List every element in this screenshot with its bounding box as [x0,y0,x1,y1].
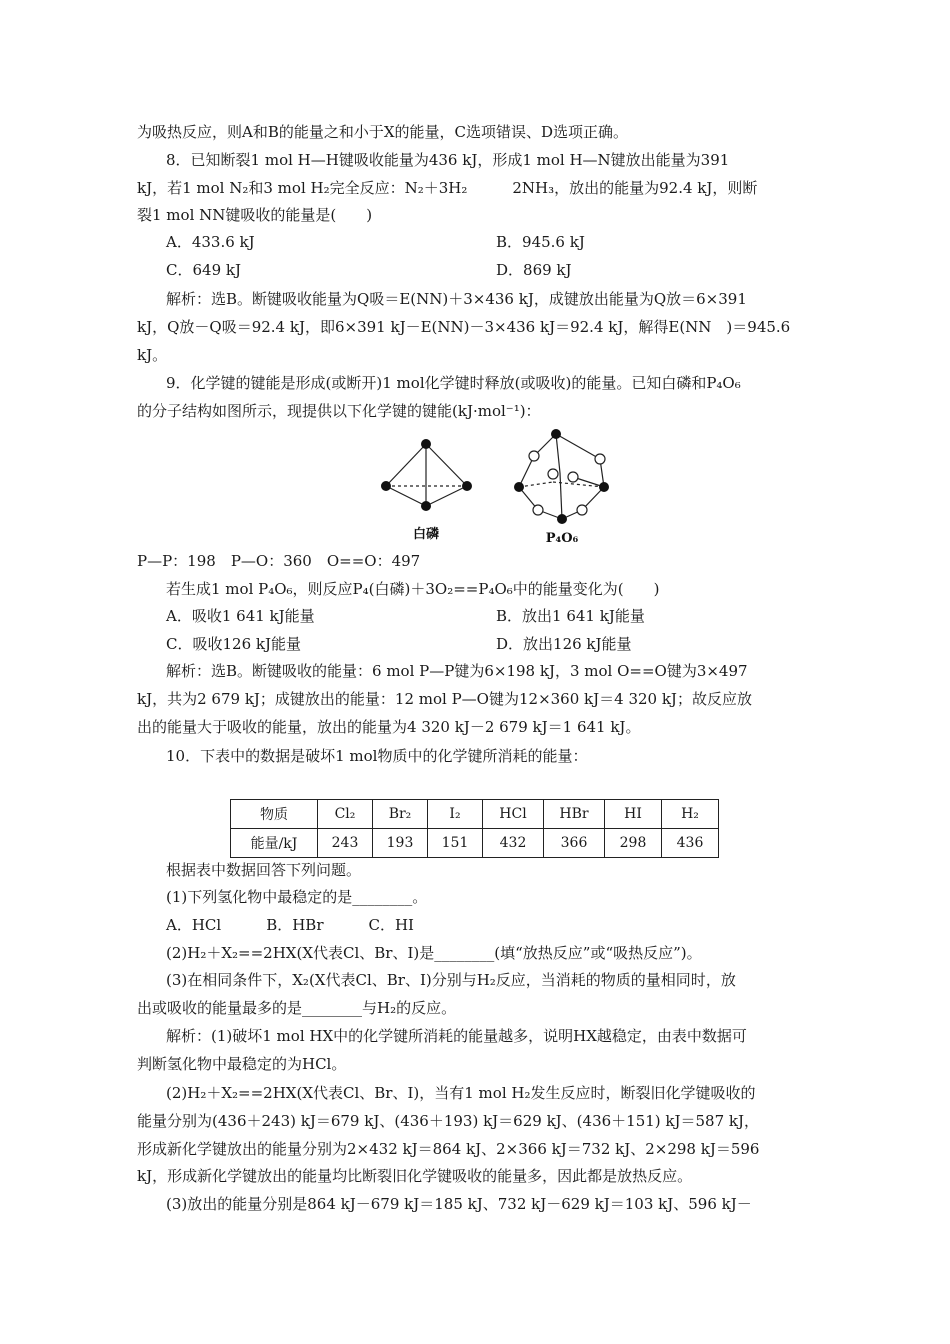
table-cell: 243 [318,829,373,858]
table-cell: 298 [605,829,662,858]
option-b: B．945.6 kJ [496,233,585,251]
question-9-line: 9．化学键的键能是形成(或断开)1 mol化学键时释放(或吸收)的能量。已知白磷和P₄O₆ [166,374,741,392]
p-atom [462,481,472,491]
answer-10-line: 解析：(1)破坏1 mol HX中的化学键所消耗的能量越多，说明HX越稳定，由表中数据可 [166,1027,747,1045]
answer-8-line: kJ，Q放－Q吸＝92.4 kJ，即6×391 kJ－E(NN)－3×436 kJ＝92.4 kJ，解得E(NN )＝945.6 [137,318,791,336]
table-cell: 432 [483,829,544,858]
table-cell: 151 [428,829,483,858]
table-cell: 193 [373,829,428,858]
answer-10-line: kJ，形成新化学键放出的能量均比断裂旧化学键吸收的能量多，因此都是放热反应。 [137,1167,693,1185]
p-atom [421,439,431,449]
molecule-figure [370,424,630,554]
option-b: B．放出1 641 kJ能量 [496,607,645,625]
question-9-line: 的分子结构如图所示，现提供以下化学键的键能(kJ·mol⁻¹)： [137,402,541,420]
question-10-line: 10．下表中的数据是破坏1 mol物质中的化学键所消耗的能量： [166,747,588,765]
answer-9-line: kJ，共为2 679 kJ；成键放出的能量：12 mol P—O键为12×360 kJ＝4 320 kJ；故反应放 [137,690,752,708]
option-c: C．649 kJ [166,261,241,279]
o-atom [595,454,605,464]
question-8-line: 裂1 mol NN键吸收的能量是( ) [137,206,373,224]
table-header: HBr [544,800,605,829]
table-row [231,829,719,858]
p-atom [551,429,561,439]
p-atom [514,482,524,492]
bond-energies: P—P：198 P—O：360 O==O：497 [137,552,421,570]
option-a: A．433.6 kJ [166,233,255,251]
answer-10-line: 能量分别为(436＋243) kJ＝679 kJ、(436＋193) kJ＝629 kJ、(436＋151) kJ＝587 kJ， [137,1112,760,1130]
table-header: 物质 [231,800,318,829]
question-10-line: (2)H₂＋X₂==2HX(X代表Cl、Br、I)是________(填“放热反应”或“吸热反应”)。 [166,944,702,962]
question-10-line: (3)在相同条件下，X₂(X代表Cl、Br、I)分别与H₂反应，当消耗的物质的量相同时，放 [166,971,736,989]
p4o6-label: P₄O₆ [545,531,579,546]
answer-10-line: (3)放出的能量分别是864 kJ－679 kJ＝185 kJ、732 kJ－629 kJ＝103 kJ、596 kJ－ [166,1195,752,1213]
o-atom [529,451,539,461]
table-header: Cl₂ [318,800,373,829]
table-header: I₂ [428,800,483,829]
answer-9-line: 解析：选B。断键吸收的能量：6 mol P—P键为6×198 kJ，3 mol O==O键为3×497 [166,662,748,680]
answer-10-line: 判断氢化物中最稳定的为HCl。 [137,1055,347,1073]
question-10-options: A．HCl B．HBr C．HI [166,916,414,934]
text-line: 为吸热反应，则A和B的能量之和小于X的能量，C选项错误、D选项正确。 [137,123,629,141]
option-a: A．吸收1 641 kJ能量 [166,607,315,625]
question-9-line: 若生成1 mol P₄O₆，则反应P₄(白磷)＋3O₂==P₄O₆中的能量变化为( ) [166,580,660,598]
table-cell: 366 [544,829,605,858]
bond-energy-table [230,799,719,858]
option-c: C．吸收126 kJ能量 [166,635,301,653]
question-8-line: kJ，若1 mol N₂和3 mol H₂完全反应：N₂＋3H₂ 2NH₃，放出的能量为92.4 kJ，则断 [137,179,758,197]
p-atom [381,481,391,491]
o-atom [577,505,587,515]
answer-8-line: 解析：选B。断键吸收能量为Q吸＝E(NN)＋3×436 kJ，成键放出能量为Q放＝6×391 [166,290,747,308]
p4o6-structure [519,434,604,519]
p-atom [421,501,431,511]
answer-10-line: 形成新化学键放出的能量分别为2×432 kJ＝864 kJ、2×366 kJ＝732 kJ、2×298 kJ＝596 [137,1140,760,1158]
question-8-line: 8．已知断裂1 mol H—H键吸收能量为436 kJ，形成1 mol H—N键放出能量为391 [166,151,730,169]
answer-10-line: (2)H₂＋X₂==2HX(X代表Cl、Br、I)，当有1 mol H₂发生反应时，断裂旧化学键吸收的 [166,1084,756,1102]
table-cell: 能量/kJ [231,829,318,858]
table-header: HCl [483,800,544,829]
table-header: H₂ [662,800,719,829]
option-d: D．放出126 kJ能量 [496,635,632,653]
molecule-diagram [370,424,630,554]
question-10-line: (1)下列氢化物中最稳定的是________。 [166,888,428,906]
p-atom [599,482,609,492]
option-d: D．869 kJ [496,261,572,279]
white-phosphorus-structure [386,444,467,506]
table-header: HI [605,800,662,829]
question-10-line: 根据表中数据回答下列问题。 [166,861,362,879]
white-phosphorus-label: 白磷 [412,527,440,542]
question-10-line: 出或吸收的能量最多的是________与H₂的反应。 [137,999,457,1017]
o-atom [533,505,543,515]
o-atom [548,469,558,479]
table-cell: 436 [662,829,719,858]
answer-9-line: 出的能量大于吸收的能量，放出的能量为4 320 kJ－2 679 kJ＝1 641 kJ。 [137,718,641,736]
table-header: Br₂ [373,800,428,829]
p-atom [557,514,567,524]
table-row [231,800,719,829]
o-atom [568,472,578,482]
answer-8-line: kJ。 [137,346,168,364]
